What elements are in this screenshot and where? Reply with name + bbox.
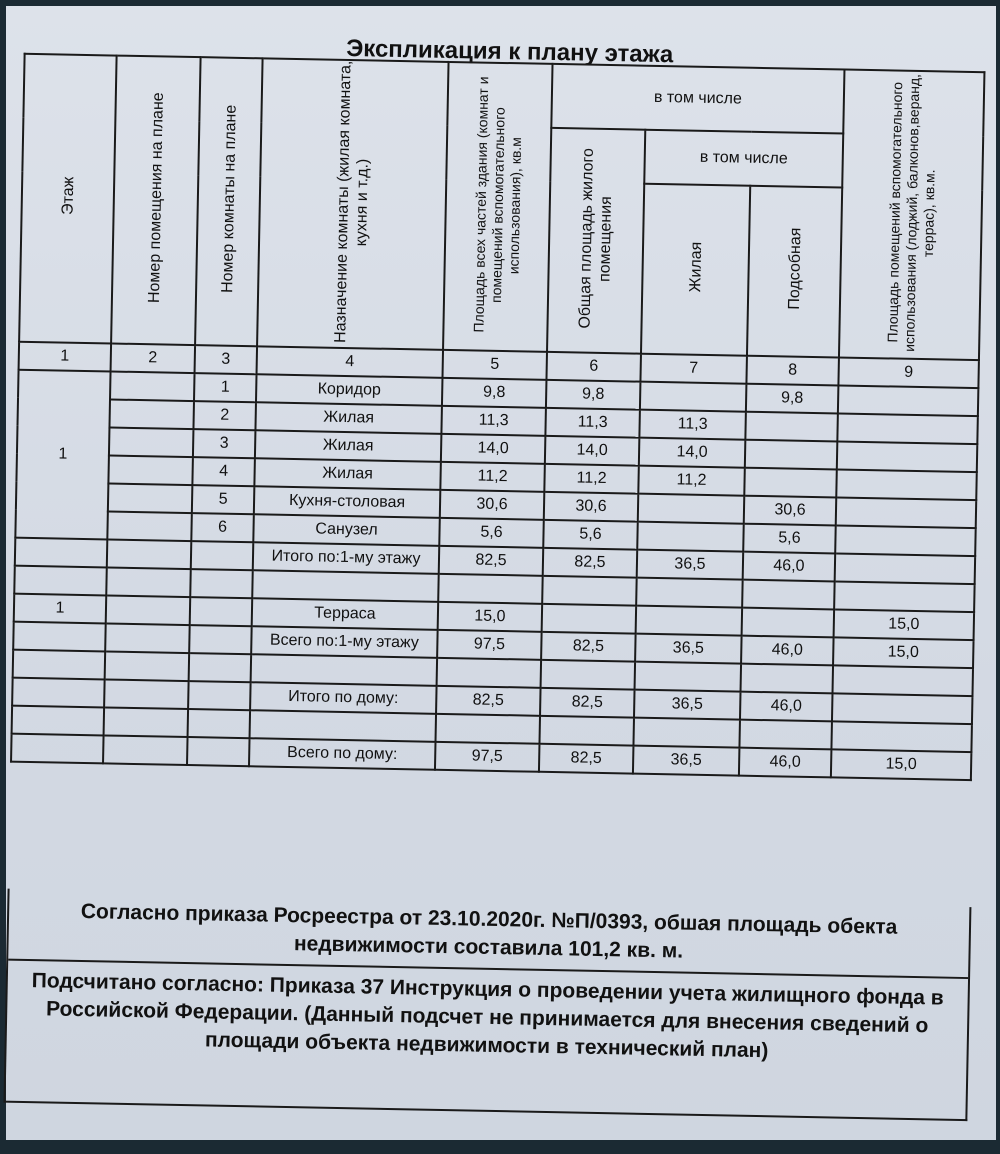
total-house-aux: 46,0 [739, 748, 832, 778]
room-general: 30,6 [544, 492, 639, 522]
total-house-living: 36,5 [633, 746, 740, 776]
room-number: 1 [194, 373, 257, 402]
room-living [637, 522, 744, 552]
col-number: 4 [257, 346, 444, 378]
room-general: 11,2 [544, 464, 639, 494]
subtotal-floor-label: Итого по:1-му этажу [253, 542, 440, 574]
header-floor: Этаж [19, 54, 117, 344]
col-number: 3 [195, 345, 258, 374]
col-number: 6 [546, 352, 641, 382]
total-house-general: 82,5 [539, 744, 634, 774]
room-living [638, 494, 745, 524]
room-total: 30,6 [440, 490, 545, 520]
header-general-area: Общая площадь жилого помещения [547, 128, 645, 354]
room-number: 4 [192, 457, 255, 486]
subtotal-house-living: 36,5 [634, 690, 741, 720]
room-name: Жилая [254, 458, 441, 490]
total-floor-aux: 46,0 [741, 636, 834, 666]
room-aux [745, 412, 838, 442]
calculation-note: Подсчитано согласно: Приказа 37 Инструкция о проведении учета жилищного фонда в Российской Федерации. (Данный подсчет не принимается для внесения сведений о площади объекта недвижимости в технический план) [31, 969, 944, 1063]
room-aux: 9,8 [746, 384, 839, 414]
col-number: 8 [746, 356, 839, 386]
floor-cell: 1 [15, 370, 110, 540]
col-number: 1 [19, 342, 112, 372]
room-aux: 5,6 [743, 524, 836, 554]
explication-table [10, 53, 985, 781]
room-aux: 30,6 [744, 496, 837, 526]
terrace-name: Терраса [252, 598, 439, 630]
header-room-number: Номер комнаты на плане [195, 57, 263, 346]
header-including-2: в том числе [644, 130, 843, 188]
header-total-area: Площадь всех частей здания (комнат и помещений вспомогательного использования), кв.м [443, 62, 553, 352]
room-vsp [836, 469, 977, 500]
room-total: 14,0 [441, 434, 546, 464]
room-living: 14,0 [639, 438, 746, 468]
room-number: 5 [192, 485, 255, 514]
room-total: 11,2 [440, 462, 545, 492]
col-number: 2 [111, 343, 196, 373]
header-including: в том числе [551, 64, 844, 134]
room-vsp [835, 525, 976, 556]
header-living: Жилая [641, 184, 750, 356]
header-premise-number: Номер помещения на плане [111, 56, 201, 346]
total-house-label: Всего по дому: [249, 738, 436, 770]
subtotal-floor-aux: 46,0 [743, 552, 836, 582]
subtotal-house-aux: 46,0 [740, 692, 833, 722]
total-floor-total: 97,5 [437, 630, 542, 660]
header-room-purpose: Назначение комнаты (жилая комната, кухня и т.д.) [257, 58, 448, 350]
total-floor-label: Всего по:1-му этажу [251, 626, 438, 658]
room-total: 5,6 [439, 518, 544, 548]
col-number: 7 [640, 354, 747, 384]
room-name: Коридор [256, 374, 443, 406]
room-name: Жилая [255, 430, 442, 462]
room-general: 11,3 [545, 408, 640, 438]
page-title: Экспликация к плану этажа [345, 34, 674, 69]
room-general: 5,6 [543, 520, 638, 550]
subtotal-floor-general: 82,5 [543, 548, 638, 578]
room-aux [744, 468, 837, 498]
subtotal-floor-living: 36,5 [637, 550, 744, 580]
room-vsp [837, 413, 978, 444]
room-aux [745, 440, 838, 470]
room-vsp [837, 441, 978, 472]
room-general: 9,8 [546, 380, 641, 410]
total-house-vsp: 15,0 [831, 749, 972, 780]
terrace-total: 15,0 [438, 602, 543, 632]
room-living: 11,3 [639, 410, 746, 440]
total-floor-vsp: 15,0 [833, 637, 974, 668]
room-vsp [838, 385, 979, 416]
terrace-vsp: 15,0 [834, 609, 975, 640]
subtotal-floor-total: 82,5 [439, 546, 544, 576]
subtotal-house-label: Итого по дому: [250, 682, 437, 714]
room-number: 6 [191, 513, 254, 542]
footer-notes [3, 889, 971, 1121]
terrace-floor: 1 [14, 594, 107, 624]
rosreestr-note: Согласно приказа Росреестра от 23.10.2020г. №П/0393, обшая площадь обекта недвижимости составила 101,2 кв. м. [8, 889, 969, 979]
col-number: 9 [838, 357, 979, 388]
room-general: 14,0 [545, 436, 640, 466]
room-living [640, 382, 747, 412]
col-number: 5 [442, 350, 547, 380]
room-name: Санузел [253, 514, 440, 546]
room-name: Жилая [255, 402, 442, 434]
header-auxiliary-area: Площадь помещений вспомогательного использования (лоджий, балконов,веранд, террас), кв.м. [839, 70, 985, 361]
room-number: 2 [193, 401, 256, 430]
room-total: 9,8 [442, 378, 547, 408]
total-floor-general: 82,5 [541, 632, 636, 662]
total-house-total: 97,5 [435, 742, 540, 772]
header-utility: Подсобная [747, 186, 842, 358]
room-name: Кухня-столовая [254, 486, 441, 518]
room-total: 11,3 [441, 406, 546, 436]
total-floor-living: 36,5 [635, 634, 742, 664]
room-number: 3 [193, 429, 256, 458]
subtotal-house-general: 82,5 [540, 688, 635, 718]
subtotal-house-total: 82,5 [436, 686, 541, 716]
room-vsp [836, 497, 977, 528]
room-living: 11,2 [638, 466, 745, 496]
